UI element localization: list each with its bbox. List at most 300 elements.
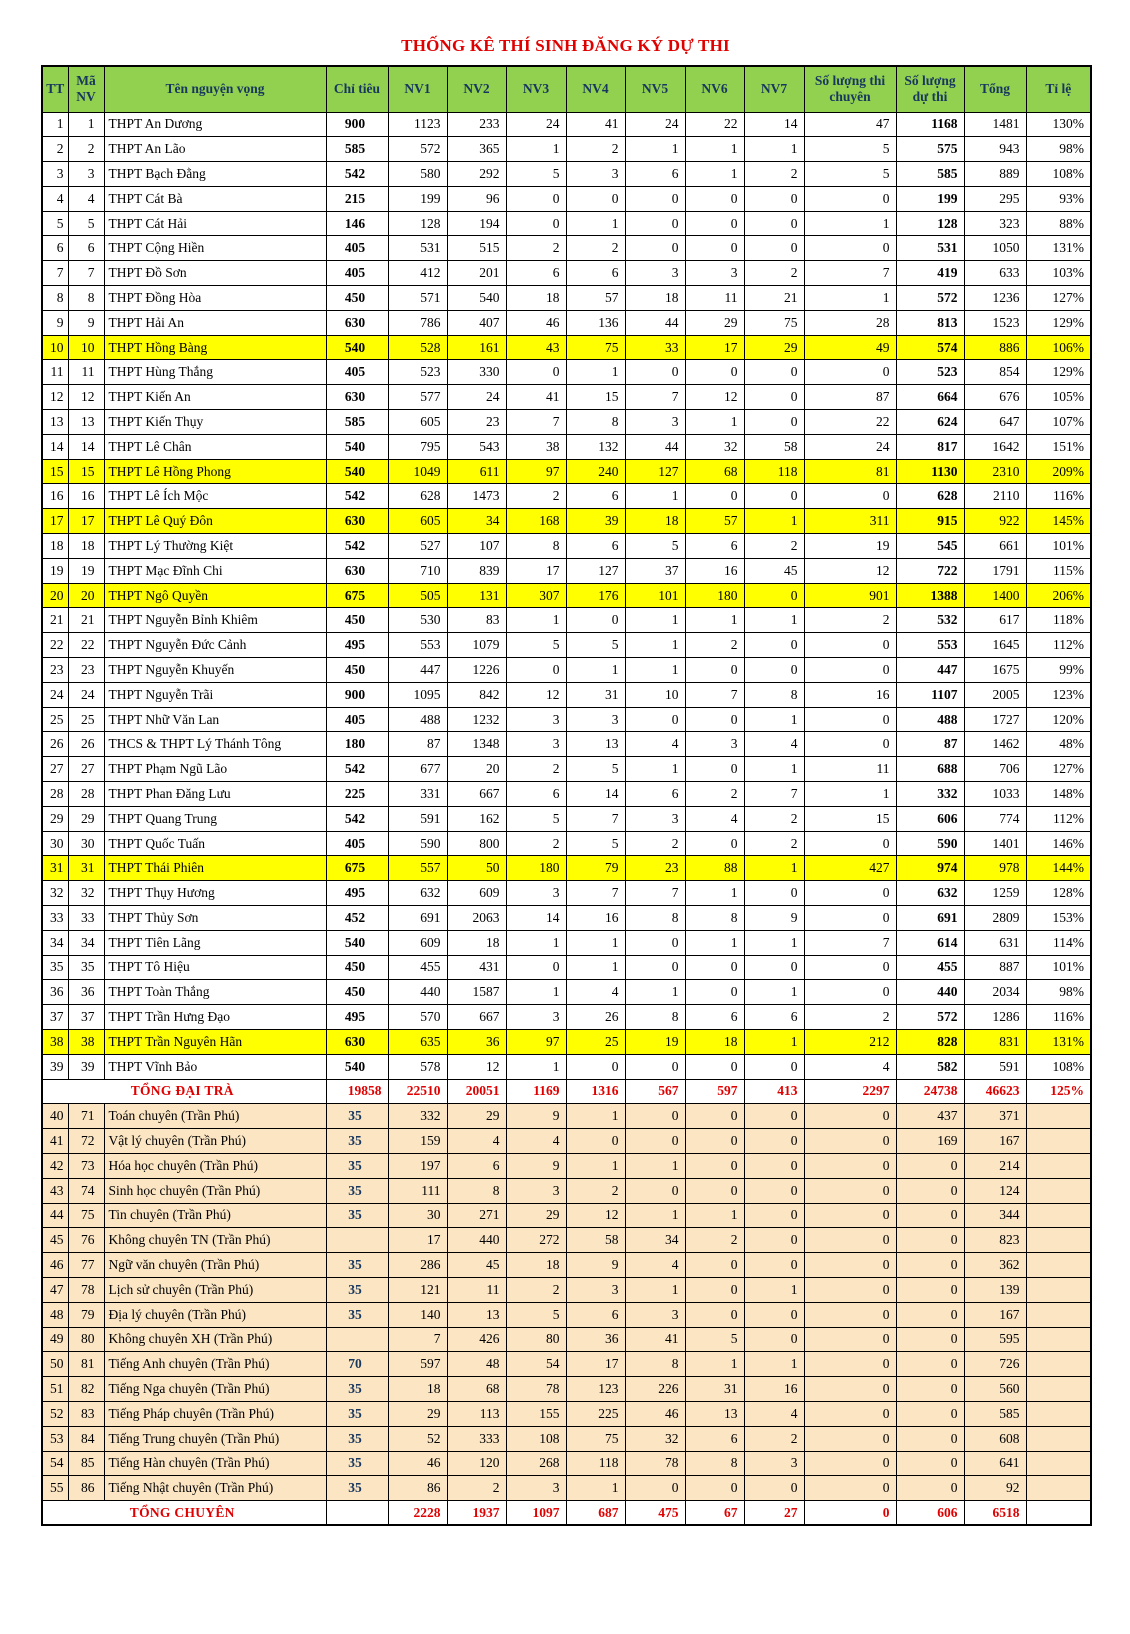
cell-nv6: 0 (685, 757, 744, 782)
cell-tt: 6 (42, 236, 68, 261)
cell-nv5: 6 (625, 782, 685, 807)
cell-so-luong-du-thi: 572 (896, 1005, 964, 1030)
cell-nv1: 572 (388, 137, 447, 162)
cell-so-luong-thi-chuyen: 12 (804, 558, 896, 583)
cell-nv2: 45 (447, 1253, 506, 1278)
cell-nv7: 2 (744, 534, 804, 559)
cell-ti-le: 130% (1026, 112, 1091, 137)
cell-so-luong-thi-chuyen: 0 (804, 1501, 896, 1526)
cell-nv7: 0 (744, 881, 804, 906)
cell-ma-nv: 83 (68, 1401, 104, 1426)
cell-tt: 2 (42, 137, 68, 162)
cell-nv5: 1 (625, 1277, 685, 1302)
table-row (42, 434, 1091, 459)
cell-ma-nv: 7 (68, 261, 104, 286)
cell-ten-nguyen-vong: THPT Nguyễn Khuyến (104, 658, 326, 683)
cell-tt: 33 (42, 906, 68, 931)
cell-tt: 1 (42, 112, 68, 137)
cell-so-luong-du-thi: 128 (896, 211, 964, 236)
cell-so-luong-thi-chuyen: 0 (804, 1277, 896, 1302)
cell-nv2: 34 (447, 509, 506, 534)
cell-nv4: 5 (566, 633, 625, 658)
cell-nv5: 4 (625, 1253, 685, 1278)
cell-so-luong-du-thi: 0 (896, 1327, 964, 1352)
cell-ten-nguyen-vong: Tiếng Pháp chuyên (Trần Phú) (104, 1401, 326, 1426)
cell-nv2: 1232 (447, 707, 506, 732)
cell-nv6: 0 (685, 1277, 744, 1302)
cell-nv2: 50 (447, 856, 506, 881)
cell-ti-le: 101% (1026, 534, 1091, 559)
cell-nv1: 1123 (388, 112, 447, 137)
cell-so-luong-thi-chuyen: 22 (804, 410, 896, 435)
cell-ti-le: 131% (1026, 236, 1091, 261)
cell-so-luong-du-thi: 553 (896, 633, 964, 658)
cell-nv2: 440 (447, 1228, 506, 1253)
cell-ten-nguyen-vong: Lịch sử chuyên (Trần Phú) (104, 1277, 326, 1302)
cell-ti-le: 114% (1026, 930, 1091, 955)
cell-tong: 617 (964, 608, 1026, 633)
cell-so-luong-thi-chuyen: 0 (804, 1253, 896, 1278)
cell-chi-tieu: 405 (326, 360, 388, 385)
cell-so-luong-thi-chuyen: 427 (804, 856, 896, 881)
cell-chi-tieu: 35 (326, 1104, 388, 1129)
cell-nv7: 0 (744, 236, 804, 261)
cell-chi-tieu: 180 (326, 732, 388, 757)
table-row (42, 1203, 1091, 1228)
cell-ten-nguyen-vong: THPT Nguyễn Đức Cảnh (104, 633, 326, 658)
cell-ten-nguyen-vong: THPT Lý Thường Kiệt (104, 534, 326, 559)
cell-ten-nguyen-vong: THPT Toàn Thắng (104, 980, 326, 1005)
cell-nv7: 4 (744, 1401, 804, 1426)
cell-ti-le: 108% (1026, 1054, 1091, 1079)
cell-ten-nguyen-vong: THPT Ngô Quyền (104, 583, 326, 608)
cell-tong: 1642 (964, 434, 1026, 459)
cell-chi-tieu: 450 (326, 658, 388, 683)
cell-ten-nguyen-vong: THPT Thủy Sơn (104, 906, 326, 931)
cell-nv3: 307 (506, 583, 566, 608)
cell-nv2: 515 (447, 236, 506, 261)
cell-ti-le: 107% (1026, 410, 1091, 435)
cell-ma-nv: 80 (68, 1327, 104, 1352)
cell-nv5: 46 (625, 1401, 685, 1426)
cell-nv2: 162 (447, 806, 506, 831)
cell-nv3: 5 (506, 633, 566, 658)
cell-nv4: 1 (566, 360, 625, 385)
cell-nv1: 795 (388, 434, 447, 459)
page (0, 36, 1130, 1526)
cell-ten-nguyen-vong: THPT Lê Quý Đôn (104, 509, 326, 534)
cell-nv5: 1 (625, 757, 685, 782)
cell-ten-nguyen-vong: THPT An Lão (104, 137, 326, 162)
cell-nv3: 54 (506, 1352, 566, 1377)
cell-tong: 1400 (964, 583, 1026, 608)
cell-tt: 4 (42, 186, 68, 211)
cell-nv2: 1587 (447, 980, 506, 1005)
cell-tt: 54 (42, 1451, 68, 1476)
cell-nv5: 5 (625, 534, 685, 559)
cell-ma-nv: 78 (68, 1277, 104, 1302)
cell-so-luong-thi-chuyen: 0 (804, 1203, 896, 1228)
column-header-15: Tỉ lệ (1026, 66, 1091, 112)
cell-nv6: 2 (685, 633, 744, 658)
cell-nv7: 1 (744, 757, 804, 782)
cell-nv2: 365 (447, 137, 506, 162)
table-row (42, 162, 1091, 187)
cell-nv5: 18 (625, 509, 685, 534)
cell-tt: 9 (42, 310, 68, 335)
cell-so-luong-thi-chuyen: 0 (804, 1153, 896, 1178)
cell-nv4: 2 (566, 236, 625, 261)
cell-tong: 1727 (964, 707, 1026, 732)
cell-so-luong-thi-chuyen: 1 (804, 782, 896, 807)
cell-nv1: 7 (388, 1327, 447, 1352)
cell-nv7: 1 (744, 1029, 804, 1054)
cell-ma-nv: 18 (68, 534, 104, 559)
column-header-3: Tên nguyện vọng (104, 66, 326, 112)
cell-so-luong-du-thi: 813 (896, 310, 964, 335)
cell-nv7: 0 (744, 1327, 804, 1352)
cell-chi-tieu: 630 (326, 1029, 388, 1054)
table-row (42, 980, 1091, 1005)
cell-tt: 46 (42, 1253, 68, 1278)
cell-nv4: 8 (566, 410, 625, 435)
cell-so-luong-du-thi: 523 (896, 360, 964, 385)
cell-tong: 2110 (964, 484, 1026, 509)
cell-nv6: 67 (685, 1501, 744, 1526)
cell-so-luong-du-thi: 585 (896, 162, 964, 187)
cell-tong: 726 (964, 1352, 1026, 1377)
cell-nv2: 1226 (447, 658, 506, 683)
cell-tong: 295 (964, 186, 1026, 211)
cell-nv3: 268 (506, 1451, 566, 1476)
cell-ma-nv: 3 (68, 162, 104, 187)
column-header-11: NV7 (744, 66, 804, 112)
cell-so-luong-thi-chuyen: 0 (804, 1302, 896, 1327)
cell-so-luong-du-thi: 532 (896, 608, 964, 633)
cell-nv2: 36 (447, 1029, 506, 1054)
cell-nv7: 0 (744, 633, 804, 658)
cell-so-luong-du-thi: 437 (896, 1104, 964, 1129)
cell-so-luong-thi-chuyen: 0 (804, 1228, 896, 1253)
cell-nv2: 131 (447, 583, 506, 608)
cell-nv2: 800 (447, 831, 506, 856)
cell-nv2: 609 (447, 881, 506, 906)
cell-chi-tieu: 405 (326, 236, 388, 261)
cell-tt: 20 (42, 583, 68, 608)
cell-nv1: 523 (388, 360, 447, 385)
cell-nv6: 6 (685, 1005, 744, 1030)
cell-nv7: 0 (744, 1178, 804, 1203)
column-header-2: Mã NV (68, 66, 104, 112)
cell-tt: 51 (42, 1377, 68, 1402)
cell-nv2: 23 (447, 410, 506, 435)
cell-nv6: 0 (685, 831, 744, 856)
cell-ma-nv: 14 (68, 434, 104, 459)
cell-tong: 647 (964, 410, 1026, 435)
table-row (42, 1302, 1091, 1327)
cell-nv3: 1 (506, 137, 566, 162)
cell-tong: 92 (964, 1476, 1026, 1501)
cell-ma-nv: 81 (68, 1352, 104, 1377)
cell-ti-le (1026, 1203, 1091, 1228)
cell-ti-le: 129% (1026, 360, 1091, 385)
cell-ti-le: 153% (1026, 906, 1091, 931)
cell-so-luong-thi-chuyen: 4 (804, 1054, 896, 1079)
cell-nv5: 0 (625, 1178, 685, 1203)
cell-nv7: 0 (744, 1054, 804, 1079)
cell-nv4: 7 (566, 881, 625, 906)
cell-nv7: 9 (744, 906, 804, 931)
cell-nv6: 3 (685, 732, 744, 757)
cell-nv1: 531 (388, 236, 447, 261)
cell-so-luong-du-thi: 0 (896, 1228, 964, 1253)
cell-ma-nv: 77 (68, 1253, 104, 1278)
cell-chi-tieu: 405 (326, 831, 388, 856)
cell-nv5: 7 (625, 881, 685, 906)
cell-so-luong-du-thi: 606 (896, 806, 964, 831)
cell-nv3: 38 (506, 434, 566, 459)
cell-tt: 35 (42, 955, 68, 980)
cell-ti-le: 88% (1026, 211, 1091, 236)
cell-nv3: 5 (506, 806, 566, 831)
cell-ma-nv: 75 (68, 1203, 104, 1228)
cell-so-luong-du-thi: 915 (896, 509, 964, 534)
cell-tt: 23 (42, 658, 68, 683)
cell-ti-le (1026, 1253, 1091, 1278)
column-header-8: NV4 (566, 66, 625, 112)
cell-nv6: 5 (685, 1327, 744, 1352)
cell-nv7: 0 (744, 484, 804, 509)
cell-so-luong-du-thi: 664 (896, 385, 964, 410)
cell-nv2: 233 (447, 112, 506, 137)
cell-nv3: 108 (506, 1426, 566, 1451)
cell-chi-tieu: 35 (326, 1277, 388, 1302)
cell-nv2: 24 (447, 385, 506, 410)
cell-nv6: 1 (685, 608, 744, 633)
cell-nv3: 5 (506, 1302, 566, 1327)
cell-nv6: 4 (685, 806, 744, 831)
cell-nv1: 128 (388, 211, 447, 236)
cell-nv1: 578 (388, 1054, 447, 1079)
cell-nv7: 0 (744, 1302, 804, 1327)
cell-tt: 3 (42, 162, 68, 187)
cell-tt: 21 (42, 608, 68, 633)
cell-tt: 16 (42, 484, 68, 509)
cell-ti-le: 112% (1026, 806, 1091, 831)
cell-ten-nguyen-vong: THPT Nhữ Văn Lan (104, 707, 326, 732)
table-row (42, 261, 1091, 286)
cell-ten-nguyen-vong: Toán chuyên (Trần Phú) (104, 1104, 326, 1129)
cell-ti-le: 118% (1026, 608, 1091, 633)
cell-nv5: 8 (625, 1352, 685, 1377)
cell-tt: 24 (42, 682, 68, 707)
cell-so-luong-du-thi: 582 (896, 1054, 964, 1079)
cell-ti-le (1026, 1352, 1091, 1377)
cell-chi-tieu: 675 (326, 856, 388, 881)
cell-nv1: 111 (388, 1178, 447, 1203)
cell-nv3: 41 (506, 385, 566, 410)
total-row-daitra (42, 1079, 1091, 1104)
cell-nv6: 1 (685, 1203, 744, 1228)
cell-nv3: 97 (506, 459, 566, 484)
cell-so-luong-du-thi: 575 (896, 137, 964, 162)
cell-nv4: 132 (566, 434, 625, 459)
cell-nv5: 18 (625, 286, 685, 311)
cell-tong: 323 (964, 211, 1026, 236)
table-row (42, 930, 1091, 955)
cell-chi-tieu: 450 (326, 286, 388, 311)
cell-tong: 6518 (964, 1501, 1026, 1526)
cell-nv7: 0 (744, 360, 804, 385)
cell-nv6: 17 (685, 335, 744, 360)
cell-chi-tieu: 495 (326, 1005, 388, 1030)
cell-chi-tieu: 452 (326, 906, 388, 931)
cell-so-luong-thi-chuyen: 1 (804, 211, 896, 236)
cell-so-luong-thi-chuyen: 0 (804, 1426, 896, 1451)
cell-nv7: 1 (744, 856, 804, 881)
cell-ti-le: 105% (1026, 385, 1091, 410)
table-row (42, 881, 1091, 906)
table-row (42, 1327, 1091, 1352)
cell-nv6: 8 (685, 906, 744, 931)
cell-chi-tieu: 215 (326, 186, 388, 211)
cell-tong: 887 (964, 955, 1026, 980)
cell-ti-le (1026, 1153, 1091, 1178)
cell-ma-nv: 36 (68, 980, 104, 1005)
cell-nv4: 118 (566, 1451, 625, 1476)
cell-tt: 5 (42, 211, 68, 236)
cell-so-luong-thi-chuyen: 0 (804, 707, 896, 732)
cell-tt: 44 (42, 1203, 68, 1228)
cell-nv4: 15 (566, 385, 625, 410)
cell-so-luong-thi-chuyen: 2 (804, 608, 896, 633)
cell-ti-le: 127% (1026, 757, 1091, 782)
cell-ten-nguyen-vong: THPT Đồng Hòa (104, 286, 326, 311)
page-title: THỐNG KÊ THÍ SINH ĐĂNG KÝ DỰ THI (401, 36, 730, 55)
cell-ti-le (1026, 1501, 1091, 1526)
cell-ten-nguyen-vong: Tiếng Trung chuyên (Trần Phú) (104, 1426, 326, 1451)
cell-ma-nv: 27 (68, 757, 104, 782)
cell-nv3: 180 (506, 856, 566, 881)
cell-nv4: 7 (566, 806, 625, 831)
cell-so-luong-thi-chuyen: 28 (804, 310, 896, 335)
cell-so-luong-thi-chuyen: 1 (804, 286, 896, 311)
cell-so-luong-du-thi: 590 (896, 831, 964, 856)
cell-nv5: 0 (625, 707, 685, 732)
table-row (42, 732, 1091, 757)
cell-nv3: 18 (506, 1253, 566, 1278)
column-header-4: Chỉ tiêu (326, 66, 388, 112)
cell-nv3: 2 (506, 484, 566, 509)
table-row (42, 236, 1091, 261)
cell-ten-nguyen-vong: THPT Vĩnh Bảo (104, 1054, 326, 1079)
cell-so-luong-thi-chuyen: 0 (804, 1104, 896, 1129)
cell-so-luong-du-thi: 0 (896, 1377, 964, 1402)
table-row (42, 1178, 1091, 1203)
cell-ma-nv: 2 (68, 137, 104, 162)
cell-nv4: 57 (566, 286, 625, 311)
cell-nv1: 52 (388, 1426, 447, 1451)
cell-nv7: 29 (744, 335, 804, 360)
cell-chi-tieu: 540 (326, 1054, 388, 1079)
cell-nv2: 18 (447, 930, 506, 955)
cell-nv4: 1 (566, 658, 625, 683)
cell-so-luong-du-thi: 1388 (896, 583, 964, 608)
cell-nv5: 127 (625, 459, 685, 484)
cell-nv7: 7 (744, 782, 804, 807)
column-header-12: Số lượng thi chuyên (804, 66, 896, 112)
cell-nv1: 447 (388, 658, 447, 683)
cell-ten-nguyen-vong: THPT Hải An (104, 310, 326, 335)
cell-ti-le: 106% (1026, 335, 1091, 360)
cell-nv2: 68 (447, 1377, 506, 1402)
cell-so-luong-du-thi: 24738 (896, 1079, 964, 1104)
cell-ti-le: 131% (1026, 1029, 1091, 1054)
cell-nv7: 0 (744, 1228, 804, 1253)
cell-ten-nguyen-vong: THPT Phạm Ngũ Lão (104, 757, 326, 782)
cell-ten-nguyen-vong: Không chuyên XH (Trần Phú) (104, 1327, 326, 1352)
cell-ma-nv: 22 (68, 633, 104, 658)
cell-nv7: 0 (744, 1203, 804, 1228)
cell-ma-nv: 23 (68, 658, 104, 683)
cell-tt: 7 (42, 261, 68, 286)
cell-tong: 889 (964, 162, 1026, 187)
cell-nv5: 0 (625, 1054, 685, 1079)
table-row (42, 1476, 1091, 1501)
cell-nv6: 2 (685, 1228, 744, 1253)
cell-nv2: 4 (447, 1129, 506, 1154)
cell-chi-tieu: 146 (326, 211, 388, 236)
cell-nv1: 605 (388, 509, 447, 534)
cell-ten-nguyen-vong: Không chuyên TN (Trần Phú) (104, 1228, 326, 1253)
cell-nv1: 199 (388, 186, 447, 211)
cell-so-luong-du-thi: 0 (896, 1253, 964, 1278)
cell-so-luong-thi-chuyen: 901 (804, 583, 896, 608)
cell-tong: 167 (964, 1129, 1026, 1154)
cell-so-luong-thi-chuyen: 19 (804, 534, 896, 559)
cell-so-luong-thi-chuyen: 81 (804, 459, 896, 484)
cell-nv1: 46 (388, 1451, 447, 1476)
cell-ti-le: 93% (1026, 186, 1091, 211)
cell-nv7: 0 (744, 1104, 804, 1129)
cell-tt: 11 (42, 360, 68, 385)
cell-nv4: 1 (566, 1476, 625, 1501)
table-row (42, 806, 1091, 831)
cell-nv6: 0 (685, 484, 744, 509)
cell-nv4: 687 (566, 1501, 625, 1526)
cell-ma-nv: 29 (68, 806, 104, 831)
cell-nv4: 39 (566, 509, 625, 534)
cell-nv2: 96 (447, 186, 506, 211)
cell-chi-tieu: 405 (326, 707, 388, 732)
cell-tong: 774 (964, 806, 1026, 831)
cell-nv4: 0 (566, 608, 625, 633)
cell-nv7: 2 (744, 162, 804, 187)
cell-chi-tieu: 675 (326, 583, 388, 608)
cell-nv6: 32 (685, 434, 744, 459)
cell-so-luong-thi-chuyen: 0 (804, 955, 896, 980)
cell-nv5: 0 (625, 360, 685, 385)
cell-nv3: 14 (506, 906, 566, 931)
cell-nv4: 75 (566, 1426, 625, 1451)
cell-nv7: 21 (744, 286, 804, 311)
cell-nv3: 4 (506, 1129, 566, 1154)
cell-chi-tieu: 542 (326, 484, 388, 509)
cell-ti-le: 98% (1026, 137, 1091, 162)
cell-ten-nguyen-vong: THPT Thụy Hương (104, 881, 326, 906)
cell-nv5: 4 (625, 732, 685, 757)
cell-so-luong-du-thi: 0 (896, 1277, 964, 1302)
